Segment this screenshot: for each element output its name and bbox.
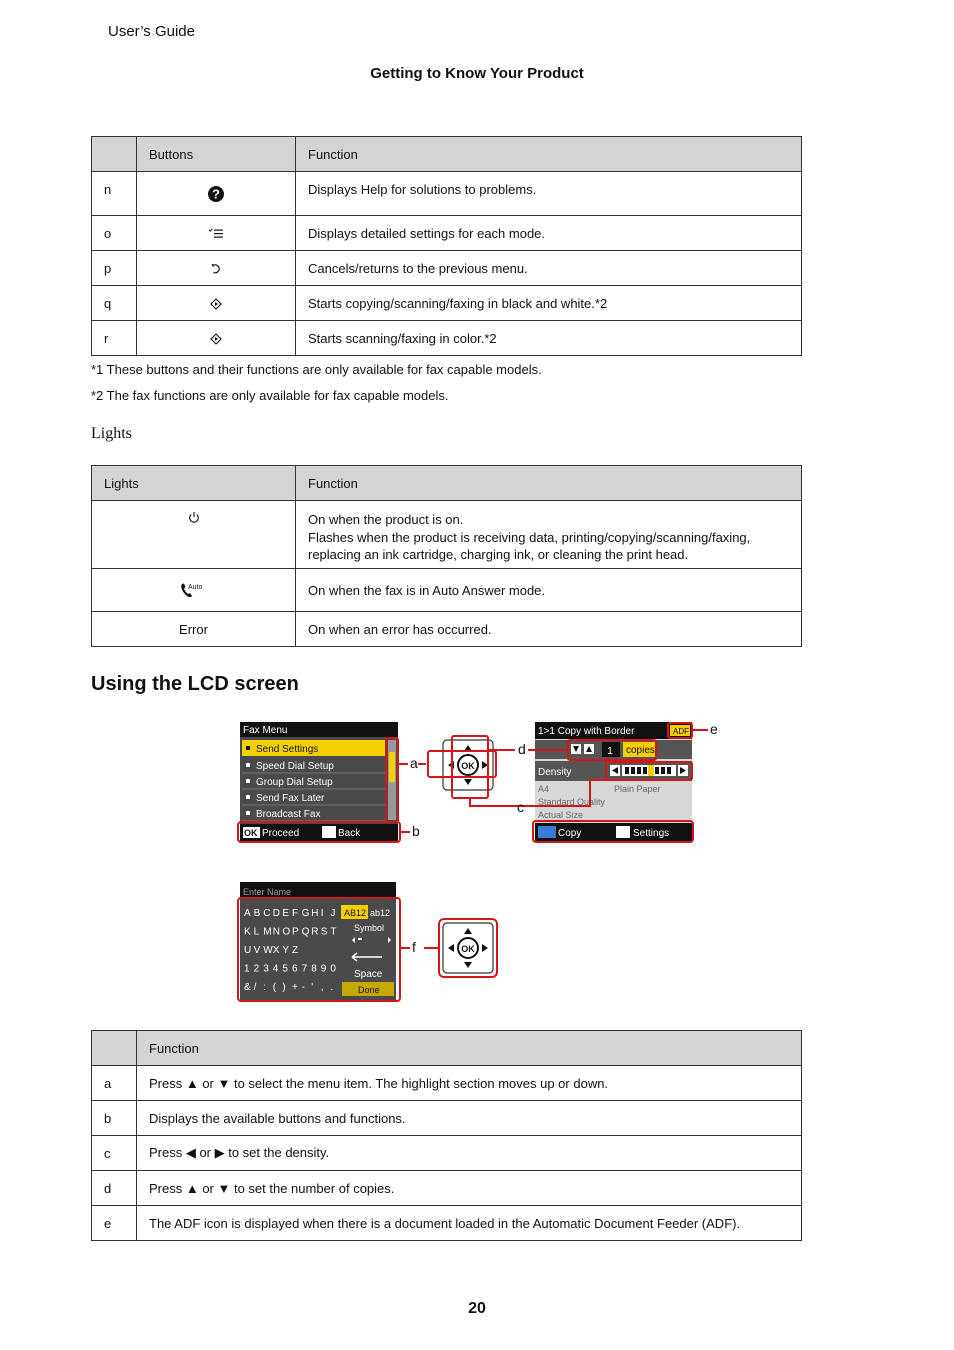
col-header: Lights bbox=[92, 466, 296, 501]
menu-item: Send Settings bbox=[256, 744, 319, 755]
menu-item: Broadcast Fax bbox=[256, 809, 321, 820]
mode-lower: ab12 bbox=[370, 908, 391, 918]
keyboard-key: B bbox=[253, 908, 261, 919]
light-cell bbox=[92, 569, 296, 612]
table-header-row bbox=[92, 466, 802, 501]
col-header: Function bbox=[296, 466, 802, 501]
menu-item: Speed Dial Setup bbox=[256, 761, 334, 772]
buttons-table bbox=[91, 136, 802, 356]
keyboard-key: 0 bbox=[330, 963, 336, 975]
keyboard-key: 3 bbox=[263, 963, 269, 975]
keyboard-key: R bbox=[311, 926, 319, 938]
table-row bbox=[92, 1171, 802, 1206]
row-function: Press ◀ or ▶ to set the density. bbox=[137, 1136, 802, 1171]
callout-e: e bbox=[710, 721, 718, 737]
light-function bbox=[296, 569, 802, 612]
svg-text:Auto: Auto bbox=[187, 584, 202, 591]
keyboard-key: Q bbox=[301, 926, 310, 938]
keyboard-key: Z bbox=[292, 945, 299, 956]
row-key: p bbox=[92, 251, 137, 286]
callout-f: f bbox=[412, 939, 416, 955]
keyboard-key: O bbox=[282, 926, 291, 938]
page-number: 20 bbox=[468, 1300, 486, 1317]
row-key: a bbox=[92, 1066, 137, 1101]
running-title: User’s Guide bbox=[108, 23, 195, 40]
callout-b: b bbox=[412, 823, 420, 839]
footnote: *1 These buttons and their functions are only available for fax capable models. bbox=[91, 362, 542, 377]
keyboard-key: 1 bbox=[244, 963, 250, 975]
row-function: Starts copying/scanning/faxing in black and white.*2 bbox=[296, 286, 802, 321]
space-key: Space bbox=[354, 969, 383, 980]
keyboard-key: A bbox=[244, 908, 251, 919]
table-row bbox=[92, 172, 802, 216]
table-row bbox=[92, 321, 802, 356]
ok-label: OK bbox=[244, 828, 258, 838]
lcd-illustration bbox=[230, 716, 730, 1006]
table-row bbox=[92, 1101, 802, 1136]
keyboard-key: V bbox=[253, 945, 261, 956]
callout-c: c bbox=[517, 799, 524, 815]
paper-type: Plain Paper bbox=[614, 784, 661, 794]
keyboard-key: X bbox=[272, 945, 280, 956]
keyboard-key: K bbox=[244, 926, 251, 938]
row-function: Displays the available buttons and functions. bbox=[137, 1101, 802, 1136]
table-row bbox=[92, 1206, 802, 1241]
keyboard-key: 7 bbox=[301, 963, 308, 975]
keyboard-key: - bbox=[301, 982, 305, 993]
function-line: On when the fax is in Auto Answer mode. bbox=[308, 582, 546, 598]
keyboard-key: 8 bbox=[311, 963, 317, 975]
keyboard-key: / bbox=[253, 982, 257, 993]
fax-menu-title: Fax Menu bbox=[243, 725, 288, 736]
name-entry-title: Enter Name bbox=[243, 887, 292, 897]
table-row bbox=[92, 251, 802, 286]
lcd-function-table bbox=[91, 1030, 802, 1241]
table-row bbox=[92, 612, 802, 647]
dpad-control-2 bbox=[443, 923, 493, 973]
col-header: Function bbox=[296, 137, 802, 172]
col-header: Buttons bbox=[137, 137, 296, 172]
row-key: d bbox=[92, 1171, 137, 1206]
keyboard-key: N bbox=[272, 926, 281, 938]
svg-text:?: ? bbox=[212, 186, 220, 201]
function-line: replacing an ink cartridge, charging ink, or cleaning the print head. bbox=[308, 547, 689, 562]
keyboard-key: , bbox=[320, 982, 324, 993]
keyboard-key: E bbox=[282, 908, 290, 919]
col-header: Function bbox=[137, 1031, 802, 1066]
row-key: q bbox=[92, 286, 137, 321]
row-key: o bbox=[92, 216, 137, 251]
size: Actual Size bbox=[538, 810, 584, 820]
keyboard-key: C bbox=[263, 908, 271, 919]
keyboard-key: P bbox=[292, 926, 299, 938]
keyboard-key: Y bbox=[282, 945, 290, 956]
button-cell bbox=[137, 286, 296, 321]
callout-d: d bbox=[518, 741, 526, 757]
menu-item: Send Fax Later bbox=[256, 793, 325, 804]
keyboard-key: ( bbox=[272, 982, 277, 993]
keyboard-key: S bbox=[320, 926, 328, 938]
row-key: n bbox=[92, 172, 137, 216]
table-row bbox=[92, 216, 802, 251]
adf-icon: ADF bbox=[673, 727, 689, 736]
keyboard-key: M bbox=[263, 926, 272, 938]
callout-a: a bbox=[410, 755, 418, 771]
function-line: On when an error has occurred. bbox=[308, 621, 492, 637]
light-function bbox=[296, 501, 802, 569]
chapter-title: Getting to Know Your Product bbox=[370, 65, 584, 82]
keyboard-key: 2 bbox=[253, 963, 260, 975]
table-row bbox=[92, 1136, 802, 1171]
row-function: Cancels/returns to the previous menu. bbox=[296, 251, 802, 286]
keyboard-key: W bbox=[263, 945, 273, 956]
help-icon bbox=[207, 185, 225, 203]
proceed-label: Proceed bbox=[262, 828, 300, 839]
settings-label: Settings bbox=[633, 828, 670, 839]
copy-label: Copy bbox=[558, 828, 582, 839]
start-color-icon bbox=[210, 333, 222, 345]
table-row bbox=[92, 1066, 802, 1101]
menu-item: Group Dial Setup bbox=[256, 777, 333, 788]
table-header-row bbox=[92, 1031, 802, 1066]
keyboard-key: I bbox=[320, 908, 324, 919]
symbol-key: Symbol bbox=[354, 923, 385, 933]
row-function: Press ▲ or ▼ to set the number of copies. bbox=[137, 1171, 802, 1206]
menu-list-icon bbox=[208, 228, 224, 240]
density-label: Density bbox=[538, 767, 572, 778]
button-cell bbox=[137, 216, 296, 251]
keyboard-key: + bbox=[292, 982, 298, 993]
keyboard-key: : bbox=[263, 982, 266, 993]
ok-button-label: OK bbox=[461, 944, 475, 954]
keyboard-key: D bbox=[272, 908, 281, 919]
table-header-row bbox=[92, 137, 802, 172]
keyboard-key: L bbox=[253, 926, 260, 938]
keyboard-key: F bbox=[292, 908, 299, 919]
row-key: r bbox=[92, 321, 137, 356]
fax-menu-screen bbox=[240, 722, 398, 842]
ok-button-label: OK bbox=[461, 761, 475, 771]
table-row bbox=[92, 286, 802, 321]
keyboard-key: . bbox=[330, 982, 334, 993]
copies-label: copies bbox=[626, 745, 655, 756]
row-key: e bbox=[92, 1206, 137, 1241]
copies-value: 1 bbox=[607, 746, 613, 757]
dpad-control bbox=[443, 740, 493, 790]
row-key: b bbox=[92, 1101, 137, 1136]
table-row bbox=[92, 569, 802, 612]
keyboard-key: & bbox=[244, 982, 251, 993]
quality: Standard Quality bbox=[538, 797, 606, 807]
keyboard-key: U bbox=[244, 945, 252, 956]
section-title: Using the LCD screen bbox=[91, 673, 299, 695]
button-cell bbox=[137, 251, 296, 286]
mode-upper: AB12 bbox=[344, 908, 367, 918]
keyboard-key: 4 bbox=[272, 963, 279, 975]
keyboard-key: 6 bbox=[292, 963, 298, 975]
keyboard-key: T bbox=[330, 926, 337, 938]
keyboard-key: J bbox=[330, 908, 336, 919]
name-entry-screen bbox=[240, 882, 396, 1000]
col-header bbox=[92, 1031, 137, 1066]
done-key: Done bbox=[358, 985, 380, 995]
light-label: Error bbox=[92, 612, 296, 647]
light-function bbox=[296, 612, 802, 647]
light-cell bbox=[92, 501, 296, 569]
keyboard-key: 9 bbox=[320, 963, 327, 975]
row-function: Press ▲ or ▼ to select the menu item. The highlight section moves up or down. bbox=[137, 1066, 802, 1101]
back-label: Back bbox=[338, 828, 361, 839]
row-function: Starts scanning/faxing in color.*2 bbox=[296, 321, 802, 356]
keyboard-key: H bbox=[311, 908, 319, 919]
row-key: c bbox=[92, 1136, 137, 1171]
power-icon bbox=[188, 511, 200, 524]
col-header bbox=[92, 137, 137, 172]
function-line: Flashes when the product is receiving data, printing/copying/scanning/faxing, bbox=[308, 529, 751, 545]
button-cell bbox=[137, 172, 296, 216]
keyboard-key: 5 bbox=[282, 963, 288, 975]
paper-size: A4 bbox=[538, 784, 550, 794]
row-function: The ADF icon is displayed when there is a document loaded in the Automatic Document Feeder (ADF). bbox=[137, 1206, 802, 1241]
keyboard-key: ' bbox=[311, 982, 314, 993]
keyboard-key: ) bbox=[282, 982, 286, 993]
copy-title: 1>1 Copy with Border bbox=[538, 726, 635, 737]
row-function: Displays Help for solutions to problems. bbox=[296, 172, 802, 216]
lights-heading: Lights bbox=[91, 425, 132, 442]
auto-answer-icon bbox=[179, 581, 209, 599]
lights-table bbox=[91, 465, 802, 647]
footnote: *2 The fax functions are only available for fax capable models. bbox=[91, 388, 449, 403]
function-line: On when the product is on. bbox=[308, 512, 464, 527]
start-bw-icon bbox=[210, 298, 222, 310]
button-cell bbox=[137, 321, 296, 356]
keyboard-key: G bbox=[301, 908, 310, 919]
back-icon bbox=[210, 263, 222, 275]
row-function: Displays detailed settings for each mode. bbox=[296, 216, 802, 251]
table-row bbox=[92, 501, 802, 569]
